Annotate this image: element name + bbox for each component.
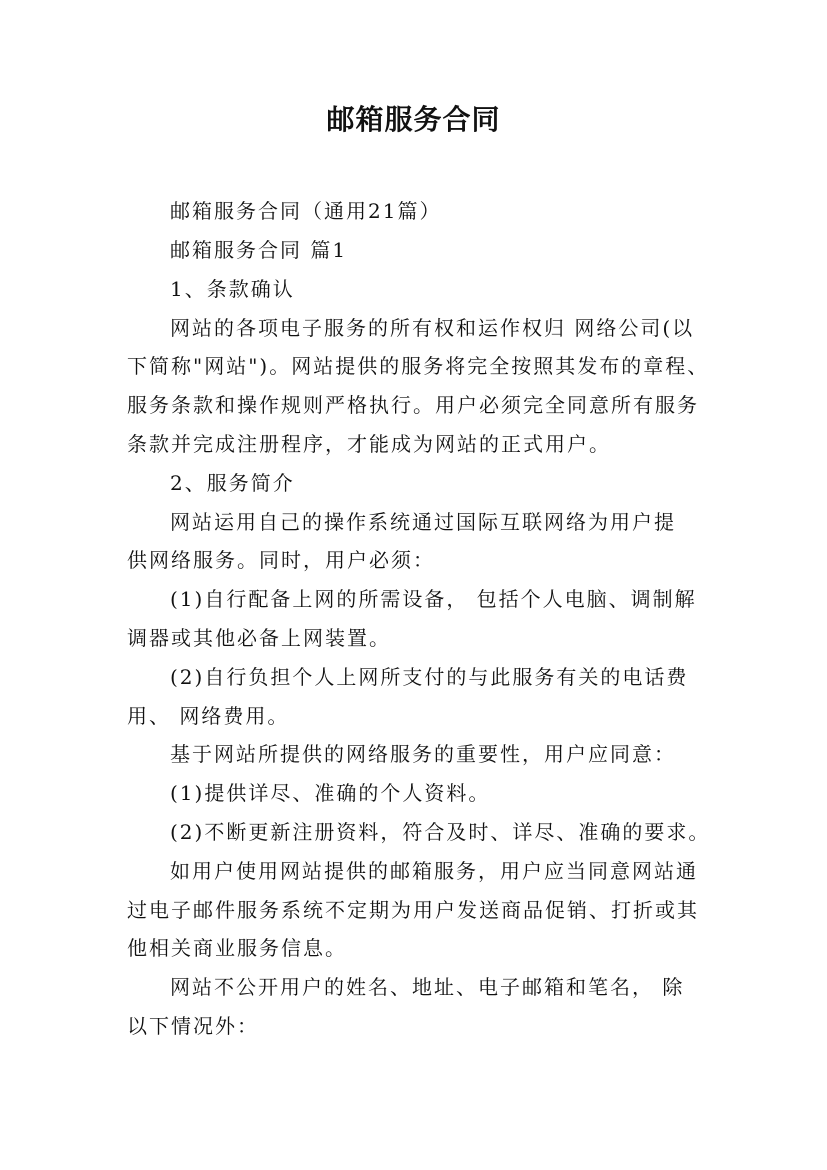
paragraph-line: 下简称"网站")。网站提供的服务将完全按照其发布的章程、 [127, 354, 710, 378]
subtitle-line: 邮箱服务合同（通用21篇） [170, 199, 442, 223]
paragraph-line: 网站的各项电子服务的所有权和运作权归 网络公司(以 [170, 316, 695, 340]
paragraph-line: (1)自行配备上网的所需设备， 包括个人电脑、调制解 [170, 587, 697, 611]
paragraph-line: 他相关商业服务信息。 [127, 936, 347, 960]
paragraph-line: 服务条款和操作规则严格执行。用户必须完全同意所有服务 [127, 393, 699, 417]
clause-heading: 2、服务简介 [170, 471, 295, 495]
document-title: 邮箱服务合同 [326, 103, 501, 136]
paragraph-line: (2)自行负担个人上网所支付的与此服务有关的电话费 [170, 665, 689, 689]
paragraph-line: 以下情况外： [127, 1014, 259, 1038]
paragraph-line: 调器或其他必备上网装置。 [127, 626, 391, 650]
section-heading: 邮箱服务合同 篇1 [170, 238, 348, 262]
paragraph-line: 过电子邮件服务系统不定期为用户发送商品促销、打折或其 [127, 898, 699, 922]
paragraph-line: (2)不断更新注册资料，符合及时、详尽、准确的要求。 [170, 820, 711, 844]
paragraph-line: 基于网站所提供的网络服务的重要性，用户应同意： [170, 742, 676, 766]
paragraph-line: 网站不公开用户的姓名、地址、电子邮箱和笔名， 除 [170, 975, 685, 999]
paragraph-line: (1)提供详尽、准确的个人资料。 [170, 781, 491, 805]
paragraph-line: 条款并完成注册程序，才能成为网站的正式用户。 [127, 432, 611, 456]
paragraph-line: 网站运用自己的操作系统通过国际互联网络为用户提 [170, 510, 676, 534]
paragraph-line: 如用户使用网站提供的邮箱服务，用户应当同意网站通 [170, 859, 698, 883]
paragraph-line: 供网络服务。同时，用户必须： [127, 548, 435, 572]
clause-heading: 1、条款确认 [170, 277, 295, 301]
paragraph-line: 用、 网络费用。 [127, 704, 290, 728]
